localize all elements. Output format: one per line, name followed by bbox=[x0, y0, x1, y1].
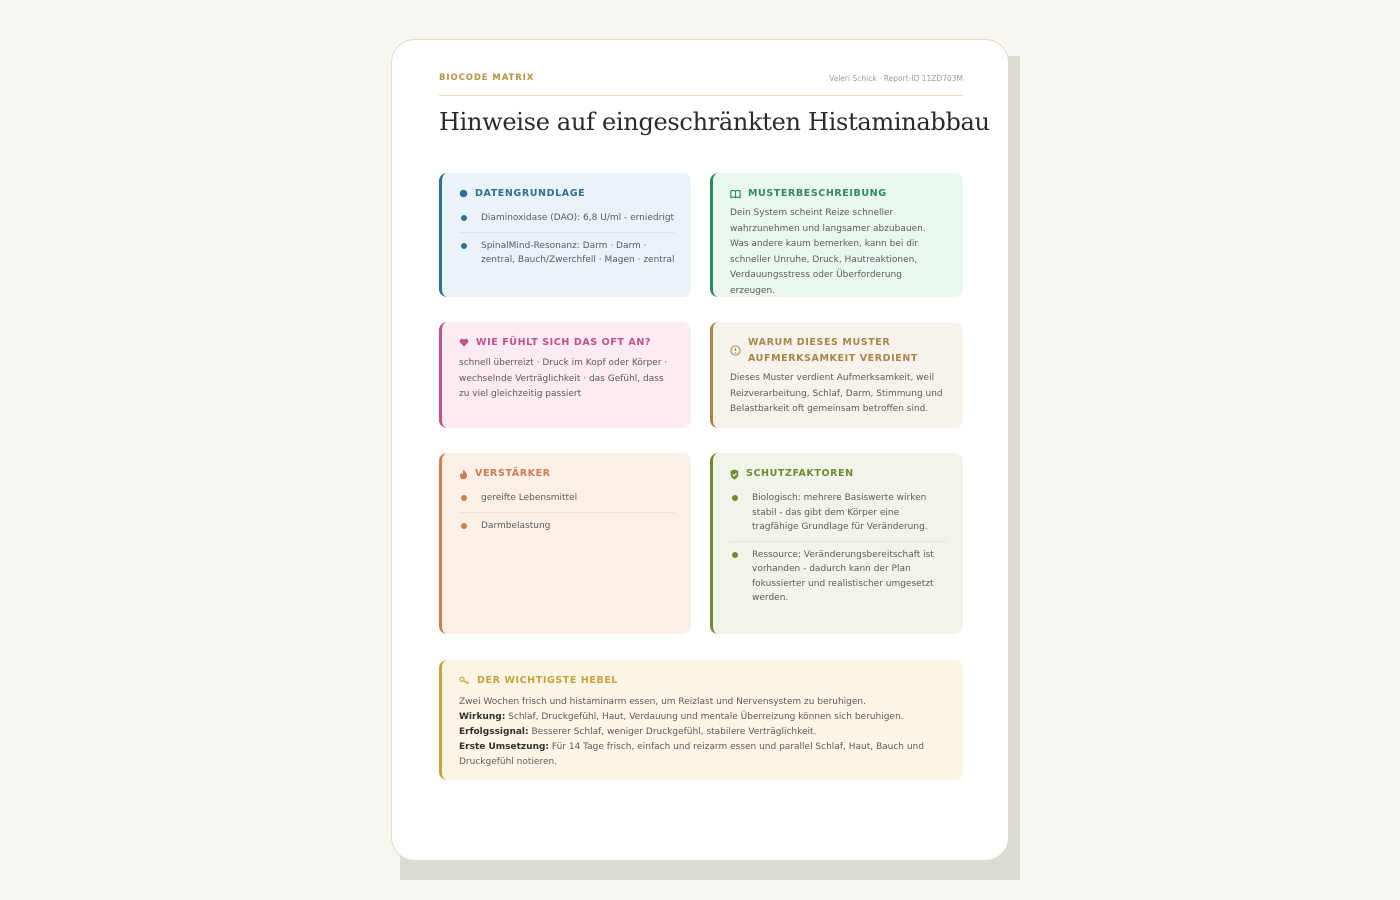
card-datengrundlage bbox=[439, 173, 691, 297]
card-title: WARUM DIESES MUSTER AUFMERKSAMKEIT VERDIENT bbox=[748, 337, 919, 364]
list-item: Ressource: Veränderungsbereitschaft ist vorhanden - dadurch kann der Plan fokussierter und realistischer umgesetzt werden. bbox=[730, 548, 947, 612]
card-title: SCHUTZFAKTOREN bbox=[746, 468, 854, 479]
card-gefuehl bbox=[439, 322, 691, 428]
card-text: Dieses Muster verdient Aufmerksamkeit, weil Reizverarbeitung, Schlaf, Darm, Stimmung und Belastbarkeit oft gemeinsam betroffen sind. bbox=[730, 373, 943, 414]
report-meta: Valeri Schick · Report-ID 11ZD703M bbox=[829, 74, 963, 83]
hebel-erfolgssignal: Erfolgssignal: Besserer Schlaf, weniger Druckgefühl, stabilere Verträglichkeit. bbox=[459, 727, 817, 737]
card-title: VERSTÄRKER bbox=[475, 468, 551, 479]
shield-check-icon bbox=[730, 469, 739, 480]
card-musterbeschreibung bbox=[710, 173, 963, 297]
card-verstaerker bbox=[439, 453, 691, 634]
card-title: DATENGRUNDLAGE bbox=[475, 188, 586, 199]
open-book-icon bbox=[730, 189, 741, 199]
hebel-wirkung: Wirkung: Schlaf, Druckgefühl, Haut, Verdauung und mentale Überreizung können sich beruhigen. bbox=[459, 712, 904, 722]
card-warum bbox=[710, 322, 963, 428]
flame-icon bbox=[459, 469, 468, 480]
list-item: Diaminoxidase (DAO): 6,8 U/ml - erniedrigt bbox=[459, 211, 675, 233]
hebel-body bbox=[459, 695, 947, 770]
list-item: Darmbelastung bbox=[459, 519, 675, 540]
heart-icon bbox=[459, 338, 469, 347]
circle-dot-icon bbox=[459, 189, 468, 198]
card-text: Dein System scheint Reize schneller wahrzunehmen und langsamer abzubauen. Was andere kaum bemerken, kann bei dir schneller Unruhe, Druck, Hautreaktionen, Verdauungsstress oder Überforderung erzeugen. bbox=[730, 208, 926, 296]
card-hebel bbox=[439, 660, 963, 780]
schutz-list bbox=[730, 491, 947, 612]
list-item: Biologisch: mehrere Basiswerte wirken stabil - das gibt dem Körper eine tragfähige Grundlage für Veränderung. bbox=[730, 491, 947, 542]
list-item: SpinalMind-Resonanz: Darm · Darm · zentral, Bauch/Zwerchfell · Magen · zentral bbox=[459, 239, 675, 274]
hebel-intro: Zwei Wochen frisch und histaminarm essen, um Reizlast und Nervensystem zu beruhigen. bbox=[459, 697, 866, 707]
report-header bbox=[439, 71, 963, 96]
data-list bbox=[459, 211, 675, 274]
verstaerker-list bbox=[459, 491, 675, 539]
list-item: gereifte Lebensmittel bbox=[459, 491, 675, 513]
info-circle-icon bbox=[730, 345, 741, 356]
page-title: Hinweise auf eingeschränkten Histaminabbau bbox=[439, 108, 990, 136]
hebel-umsetzung: Erste Umsetzung: Für 14 Tage frisch, einfach und reizarm essen und parallel Schlaf, Haut, Bauch und Druckgefühl notieren. bbox=[459, 742, 924, 767]
card-title: MUSTERBESCHREIBUNG bbox=[748, 188, 887, 199]
card-title: WIE FÜHLT SICH DAS OFT AN? bbox=[476, 337, 651, 348]
card-title: DER WICHTIGSTE HEBEL bbox=[477, 675, 619, 686]
card-text: schnell überreizt · Druck im Kopf oder Körper · wechselnde Verträglichkeit · das Gefühl, dass zu viel gleichzeitig passiert bbox=[459, 358, 668, 399]
key-icon bbox=[459, 676, 470, 685]
report-page bbox=[391, 39, 1009, 861]
brand-label: BIOCODE MATRIX bbox=[439, 73, 535, 83]
card-schutzfaktoren bbox=[710, 453, 963, 634]
